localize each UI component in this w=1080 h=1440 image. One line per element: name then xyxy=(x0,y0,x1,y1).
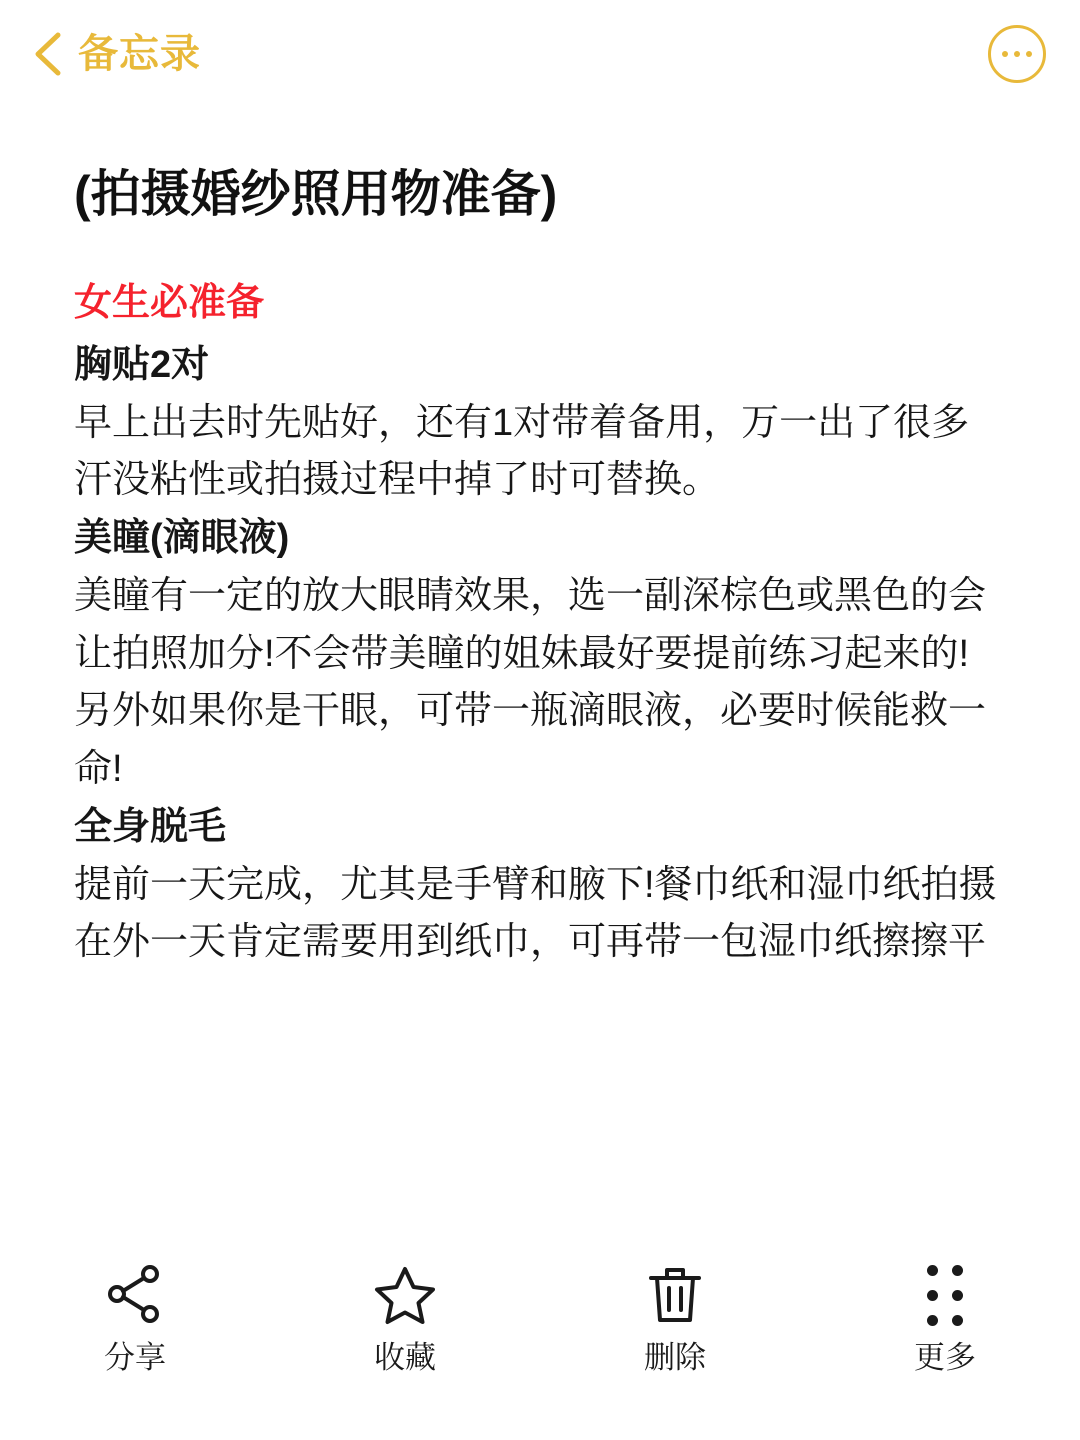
share-label: 分享 xyxy=(104,1340,166,1375)
more-dot xyxy=(1026,51,1032,57)
bottom-toolbar xyxy=(0,1250,1080,1440)
favorite-label: 收藏 xyxy=(374,1340,436,1375)
trash-icon[interactable] xyxy=(647,1264,703,1326)
more-dots-icon[interactable] xyxy=(927,1264,963,1326)
back-label[interactable]: 备忘录 xyxy=(78,32,201,76)
more-circle-icon[interactable] xyxy=(988,25,1046,83)
more-label: 更多 xyxy=(914,1340,976,1375)
note-title: (拍摄婚纱照用物准备) xyxy=(74,166,558,222)
note-paragraph: 早上出去时先贴好，还有1对带着备用，万一出了很多汗没粘性或拍摄过程中掉了时可替换。 xyxy=(74,401,970,502)
chevron-left-icon[interactable] xyxy=(30,31,64,77)
note-paragraph: 美瞳有一定的放大眼睛效果，选一副深棕色或黑色的会让拍照加分!不会带美瞳的姐妹最好要提前练习起来的!另外如果你是干眼，可带一瓶滴眼液，必要时候能救一命! xyxy=(74,574,987,791)
delete-label: 删除 xyxy=(644,1340,706,1375)
star-icon[interactable] xyxy=(373,1264,437,1326)
note-paragraph: 全身脱毛 xyxy=(74,805,227,848)
delete-button[interactable] xyxy=(575,1264,775,1373)
share-button[interactable] xyxy=(35,1264,235,1373)
more-button[interactable] xyxy=(845,1264,1045,1373)
back-button[interactable] xyxy=(30,31,201,77)
section-heading-female-essentials: 女生必准备 xyxy=(74,281,265,324)
note-paragraph: 提前一天完成，尤其是手臂和腋下!餐巾纸和湿巾纸拍摄在外一天肯定需要用到纸巾，可再带一包湿巾纸擦擦平 xyxy=(74,863,997,964)
more-dot xyxy=(1002,51,1008,57)
more-dot xyxy=(1014,51,1020,57)
note-content[interactable] xyxy=(0,108,1080,972)
share-icon[interactable] xyxy=(105,1264,165,1326)
note-paragraph: 胸贴2对 xyxy=(74,343,210,386)
top-navigation-bar xyxy=(0,0,1080,108)
note-paragraph: 美瞳(滴眼液) xyxy=(74,517,290,560)
favorite-button[interactable] xyxy=(305,1264,505,1373)
